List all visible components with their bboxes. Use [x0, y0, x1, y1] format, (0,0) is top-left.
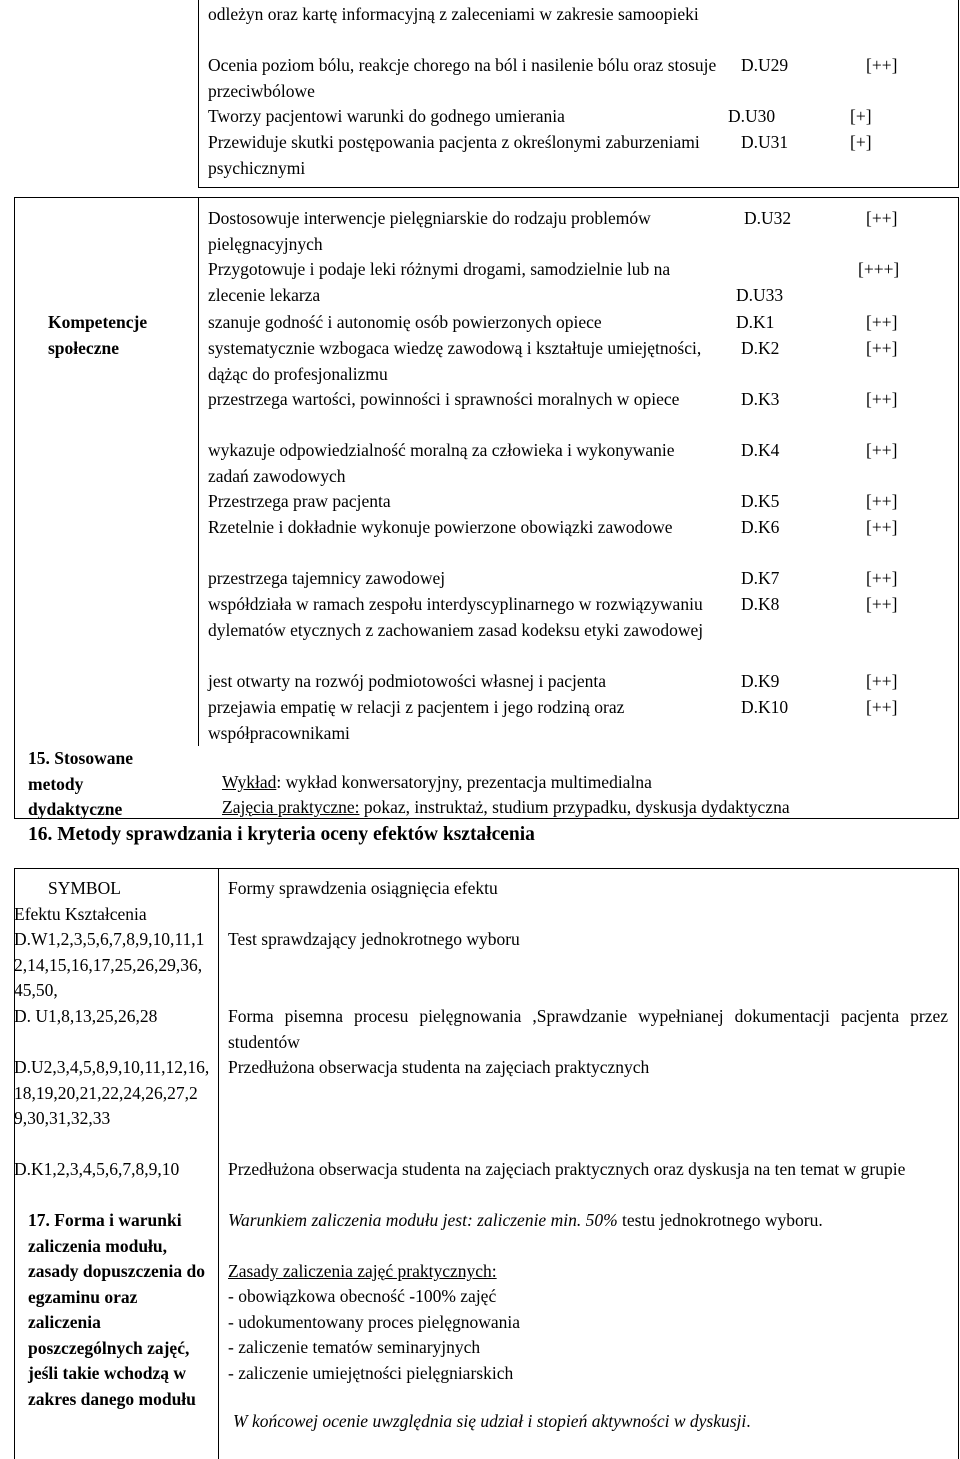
bottom-table-right-border — [958, 868, 959, 1459]
competence-text: przestrzega tajemnicy zawodowej — [208, 568, 446, 588]
effect-code: D.K2 — [741, 338, 780, 358]
effect-level: [++] — [866, 568, 898, 588]
teaching-methods-lecture — [222, 770, 952, 796]
section-label-line: 15. Stosowane — [28, 748, 134, 768]
effect-code: D.K9 — [741, 671, 780, 691]
effect-level: [++] — [866, 55, 898, 75]
practice-text: pokaz, instruktaż, studium przypadku, dyskusja dydaktyczna — [359, 797, 790, 817]
top-row-text: Tworzy pacjentowi warunki do godnego umierania — [208, 106, 565, 126]
effect-level: [++] — [866, 440, 898, 460]
symbol-header-line: Efektu Kształcenia — [14, 903, 147, 924]
effect-level: [++] — [866, 697, 898, 717]
competence-text: jest otwarty na rozwój podmiotowości własnej i pacjenta — [208, 671, 607, 691]
effect-level: [++] — [866, 671, 898, 691]
section-label-line: Kompetencje — [48, 312, 148, 332]
competence-text: systematycznie wzbogaca wiedzę zawodową i kształtuje umiejętności, dążąc do profesjonalizmu — [208, 338, 702, 384]
effect-code: D.U32 — [744, 208, 792, 228]
effect-code: D.K3 — [741, 389, 780, 409]
competence-text: wykazuje odpowiedzialność moralną za człowieka i wykonywanie zadań zawodowych — [208, 440, 675, 486]
competence-text: Przestrzega praw pacjenta — [208, 491, 391, 511]
mid-table-right-border — [958, 197, 959, 819]
effect-code: D.K1 — [736, 312, 775, 332]
section-label-line: metody — [28, 773, 84, 794]
lecture-label: Wykład — [222, 772, 277, 792]
section-17-label: 17. Forma i warunki zaliczenia modułu, zasady dopuszczenia do egzaminu oraz zaliczenia poszczególnych zajęć, jeśli takie wchodzą w zakres danego modułu — [28, 1210, 205, 1409]
section-15-label — [28, 746, 208, 823]
top-row-text: Ocenia poziom bólu, reakcje chorego na ból i nasilenie bólu oraz stosuje przeciwbólowe — [208, 55, 717, 101]
effect-code: D.K4 — [741, 440, 780, 460]
competence-text: szanuje godność i autonomię osób powierzonych opiece — [208, 312, 602, 332]
mid-table-left-border — [14, 197, 15, 819]
symbol-cell: D.U2,3,4,5,8,9,10,11,12,16,18,19,20,21,22,24,26,27,29,30,31,32,33 — [14, 1057, 210, 1128]
practice-label: Zajęcia praktyczne: — [222, 797, 360, 817]
mid-table-col-divider — [198, 197, 199, 746]
list-item: - zaliczenie tematów seminaryjnych — [228, 1337, 481, 1357]
effect-code: D.U31 — [741, 132, 789, 152]
section-label-line: dydaktyczne — [28, 799, 123, 819]
symbol-cell: D. U1,8,13,25,26,28 — [14, 1006, 158, 1026]
top-row-text: Dostosowuje interwencje pielęgniarskie do rodzaju problemów pielęgnacyjnych — [208, 208, 651, 254]
practical-rules-heading: Zasady zaliczenia zajęć praktycznych: — [228, 1261, 497, 1281]
final-note — [233, 1409, 933, 1435]
competence-text: przejawia empatię w relacji z pacjentem i jego rodziną oraz współpracownikami — [208, 697, 625, 743]
effect-level: [++] — [866, 491, 898, 511]
lecture-text: : wykład konwersatoryjny, prezentacja multimedialna — [276, 772, 652, 792]
form-cell: Przedłużona obserwacja studenta na zajęciach praktycznych oraz dyskusja na ten temat w grupie — [228, 1159, 906, 1179]
effect-code: D.U29 — [741, 55, 789, 75]
bottom-table-top-border — [14, 868, 959, 869]
form-cell: Przedłużona obserwacja studenta na zajęciach praktycznych — [228, 1057, 650, 1077]
practical-rules-list — [228, 1284, 928, 1386]
effect-level: [++] — [866, 338, 898, 358]
top-table-top-border — [198, 0, 199, 188]
top-table-bottom-border — [198, 187, 959, 188]
bottom-table-col-divider — [218, 868, 219, 1459]
top-row-text: Przewiduje skutki postępowania pacjenta z określonymi zaburzeniami psychicznymi — [208, 132, 700, 178]
mid-table-top-border — [14, 197, 959, 198]
section-label-social-competences — [48, 310, 188, 361]
effect-level: [++] — [866, 389, 898, 409]
competence-text: Rzetelnie i dokładnie wykonuje powierzone obowiązki zawodowe — [208, 517, 673, 537]
effect-code: D.U30 — [728, 106, 776, 126]
effect-code: D.U33 — [736, 285, 784, 305]
competence-text: współdziała w ramach zespołu interdyscyplinarnego w rozwiązywaniu dylematów etycznych z zachowaniem zasad kodeksu etyki zawodowej — [208, 594, 704, 640]
symbol-cell: D.K1,2,3,4,5,6,7,8,9,10 — [14, 1159, 180, 1179]
section-label-line: społeczne — [48, 337, 119, 358]
top-table-right-border — [958, 0, 959, 188]
symbol-cell: D.W1,2,3,5,6,7,8,9,10,11,12,14,15,16,17,25,26,29,36,45,50, — [14, 929, 205, 1000]
section-16-heading: 16. Metody sprawdzania i kryteria oceny efektów kształcenia — [28, 824, 535, 845]
form-cell: Test sprawdzający jednokrotnego wyboru — [228, 929, 520, 949]
effect-level: [+] — [850, 132, 872, 152]
form-cell: Forma pisemna procesu pielęgnowania ,Sprawdzanie wypełnianej dokumentacji pacjenta przez studentów — [228, 1006, 948, 1052]
teaching-methods-practice — [222, 795, 957, 821]
list-item: - zaliczenie umiejętności pielęgniarskich — [228, 1362, 514, 1383]
condition-rest: testu jednokrotnego wyboru. — [617, 1210, 823, 1230]
effect-code: D.K8 — [741, 594, 780, 614]
symbol-header-line: SYMBOL — [48, 878, 121, 898]
effect-level: [+] — [850, 106, 872, 126]
final-note-period: . — [746, 1411, 751, 1431]
effect-code: D.K7 — [741, 568, 780, 588]
effect-level: [+++] — [858, 259, 900, 279]
effect-level: [++] — [866, 594, 898, 614]
effect-level: [++] — [866, 517, 898, 537]
symbol-header — [14, 876, 214, 927]
effect-level: [++] — [866, 208, 898, 228]
effect-code: D.K5 — [741, 491, 780, 511]
final-note-text: W końcowej ocenie uwzględnia się udział i stopień aktywności w dyskusji — [233, 1411, 747, 1431]
forms-header: Formy sprawdzenia osiągnięcia efektu — [228, 878, 498, 898]
condition-italic: Warunkiem zaliczenia modułu jest: zaliczenie min. 50% — [228, 1210, 618, 1230]
completion-condition — [228, 1208, 928, 1234]
list-item: - udokumentowany proces pielęgnowania — [228, 1311, 521, 1332]
effect-code: D.K6 — [741, 517, 780, 537]
effect-code: D.K10 — [741, 697, 789, 717]
list-item: - obowiązkowa obecność -100% zajęć — [228, 1286, 497, 1306]
top-row-text: odleżyn oraz kartę informacyjną z zaleceniami w zakresie samoopieki — [208, 4, 699, 24]
effect-level: [++] — [866, 312, 898, 332]
competence-text: przestrzega wartości, powinności i sprawności moralnych w opiece — [208, 389, 680, 409]
top-row-text: Przygotowuje i podaje leki różnymi drogami, samodzielnie lub na zlecenie lekarza — [208, 259, 671, 305]
